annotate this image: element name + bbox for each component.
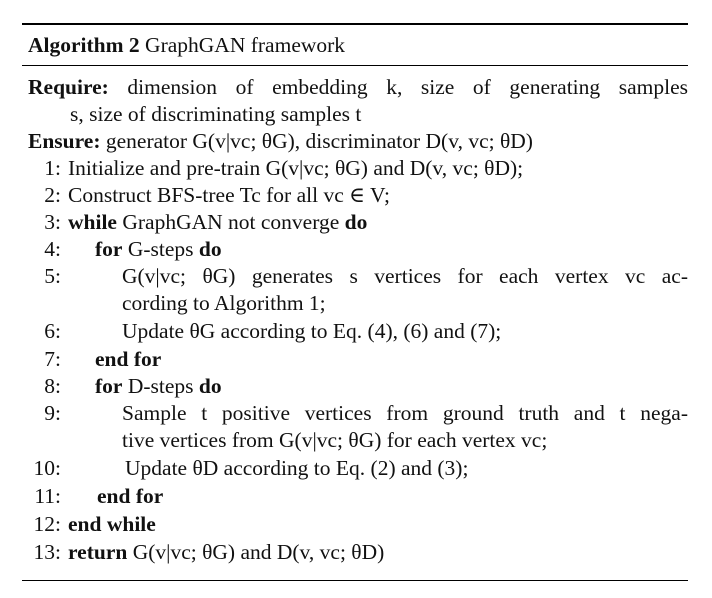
- algorithm-label: Algorithm 2: [28, 33, 140, 57]
- require-line-1: [28, 74, 688, 101]
- require-text-2: s, size of discriminating samples t: [70, 102, 362, 126]
- while-keyword: while: [68, 210, 117, 234]
- step-number: 2:: [44, 183, 61, 207]
- step-text: G-steps: [127, 237, 194, 261]
- step-number: 3:: [44, 210, 61, 234]
- end-for-keyword: end for: [97, 484, 164, 508]
- step-text: tive vertices from G(v|vc; θG) for each vertex vc;: [122, 428, 548, 452]
- algorithm-name: GraphGAN framework: [145, 33, 346, 57]
- step-number: 9:: [44, 401, 61, 425]
- step-number: 4:: [44, 237, 61, 261]
- for-keyword: for: [95, 374, 123, 398]
- end-for-keyword: end for: [95, 347, 162, 371]
- require-block: [28, 74, 688, 128]
- ensure-text: generator G(v|vc; θG), discriminator D(v, vc; θD): [105, 129, 533, 153]
- step-text: G(v|vc; θG) generates s vertices for each vertex vc ac-: [122, 264, 688, 288]
- top-rule: [22, 23, 688, 25]
- step-text: D-steps: [127, 374, 194, 398]
- step-number: 13:: [33, 540, 61, 564]
- step-number: 8:: [44, 374, 61, 398]
- do-keyword: do: [344, 210, 368, 234]
- do-keyword: do: [198, 237, 222, 261]
- require-text-1: dimension of embedding k, size of generating samples: [127, 75, 689, 99]
- end-while-keyword: end while: [68, 512, 156, 536]
- ensure-line: [28, 128, 533, 155]
- step-text: GraphGAN not converge: [122, 210, 340, 234]
- step-text: cording to Algorithm 1;: [122, 291, 326, 315]
- require-keyword: Require:: [28, 75, 109, 99]
- step-number: 11:: [34, 484, 61, 508]
- step-text: Initialize and pre-train G(v|vc; θG) and D(v, vc; θD);: [68, 156, 524, 180]
- do-keyword: do: [198, 374, 222, 398]
- step-number: 12:: [33, 512, 61, 536]
- for-keyword: for: [95, 237, 123, 261]
- step-number: 1:: [44, 156, 61, 180]
- step-number: 6:: [44, 319, 61, 343]
- step-text: Update θG according to Eq. (4), (6) and (7);: [122, 319, 502, 343]
- step-text: Construct BFS-tree Tc for all vc ∈ V;: [68, 183, 390, 207]
- step-number: 7:: [44, 347, 61, 371]
- step-text: Update θD according to Eq. (2) and (3);: [125, 456, 469, 480]
- title-rule: [22, 65, 688, 66]
- bottom-rule: [22, 580, 688, 581]
- step-number: 10:: [33, 456, 61, 480]
- ensure-keyword: Ensure:: [28, 129, 101, 153]
- step-text: G(v|vc; θG) and D(v, vc; θD): [132, 540, 385, 564]
- step-number: 5:: [44, 264, 61, 288]
- return-keyword: return: [68, 540, 128, 564]
- algorithm-title: [28, 32, 345, 58]
- step-text: Sample t positive vertices from ground truth and t nega-: [122, 401, 688, 425]
